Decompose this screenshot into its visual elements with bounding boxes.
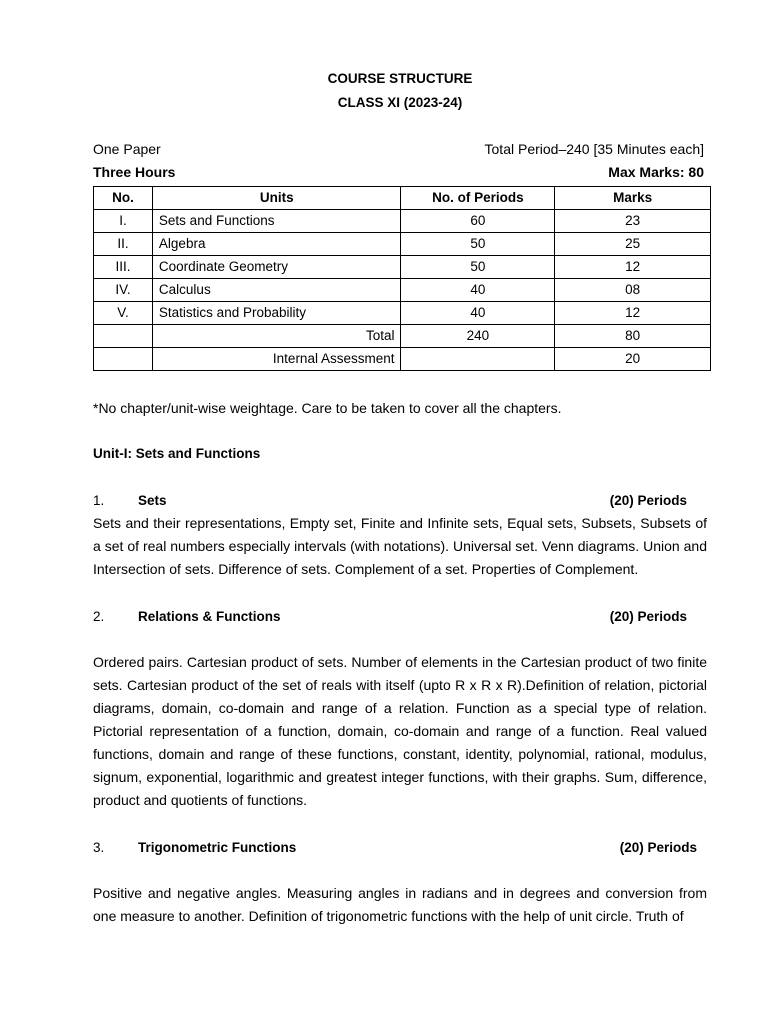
total-label: Total (152, 325, 401, 348)
table-row (94, 210, 711, 233)
unit-marks: 12 (555, 302, 711, 325)
topic-description: Ordered pairs. Cartesian product of sets. Number of elements in the Cartesian product of two finite sets. Cartesian product of the set of reals with itself (upto R x R x R).Definition of relation, pictorial diagrams, domain, co-domain and range of a relation. Function as a special type of relation. Pictorial representation of a function, domain, co-domain and range of a function. Real valued functions, domain and range of these functions, constant, identity, polynomial, rational, modulus, signum, exponential, logarithmic and greatest integer functions, with their graphs. Sum, difference, product and quotients of functions. (93, 654, 707, 808)
topic-number: 1. (93, 493, 105, 508)
column-header: Marks (555, 187, 711, 210)
page-title: COURSE STRUCTURE (327, 71, 473, 86)
unit-marks: 08 (555, 279, 711, 302)
unit-marks: 23 (555, 210, 711, 233)
total-row (94, 325, 711, 348)
internal-assessment-label: Internal Assessment (152, 348, 401, 371)
unit-name: Coordinate Geometry (152, 256, 401, 279)
unit-periods: 60 (401, 210, 555, 233)
unit-number: I. (94, 210, 153, 233)
unit-name: Statistics and Probability (152, 302, 401, 325)
max-marks-label: Max Marks: 80 (608, 164, 704, 180)
total-marks: 80 (555, 325, 711, 348)
paper-info-row (93, 141, 704, 157)
topic-description: Positive and negative angles. Measuring angles in radians and in degrees and conversion from one measure to another. Definition of trigonometric functions with the help of unit circle. Truth of (93, 885, 707, 924)
topic-name: Trigonometric Functions (138, 840, 297, 855)
unit-name: Calculus (152, 279, 401, 302)
duration-label: Three Hours (93, 164, 176, 180)
table-header-row (94, 187, 711, 210)
unit-number: II. (94, 233, 153, 256)
topic-name: Relations & Functions (138, 609, 281, 624)
topic-periods: (20) Periods (609, 609, 687, 624)
unit-marks: 12 (555, 256, 711, 279)
unit-number: IV. (94, 279, 153, 302)
internal-assessment-row (94, 348, 711, 371)
table-row (94, 302, 711, 325)
unit-periods: 40 (401, 302, 555, 325)
column-header: No. of Periods (401, 187, 555, 210)
column-header: Units (152, 187, 401, 210)
topic-number: 3. (93, 840, 105, 855)
unit-number: V. (94, 302, 153, 325)
topic-number: 2. (93, 609, 105, 624)
topic-periods: (20) Periods (619, 840, 697, 855)
page-subtitle: CLASS XI (2023-24) (337, 95, 463, 110)
internal-assessment-marks: 20 (555, 348, 711, 371)
topic-name: Sets (138, 493, 167, 508)
unit-name: Algebra (152, 233, 401, 256)
topic-periods: (20) Periods (609, 493, 687, 508)
unit-name: Sets and Functions (152, 210, 401, 233)
unit-periods: 40 (401, 279, 555, 302)
total-period-label: Total Period–240 [35 Minutes each] (484, 141, 704, 157)
total-periods: 240 (401, 325, 555, 348)
internal-assessment-periods (401, 348, 555, 371)
topic-description: Sets and their representations, Empty set, Finite and Infinite sets, Equal sets, Subsets, Subsets of a set of real numbers especially intervals (with notations). Universal set. Venn diagrams. Union and Intersection of sets. Difference of sets. Complement of a set. Properties of Complement. (93, 515, 707, 577)
course-structure-table (93, 186, 711, 371)
table-row (94, 256, 711, 279)
unit-periods: 50 (401, 233, 555, 256)
empty-cell (94, 348, 153, 371)
duration-row (93, 164, 704, 180)
table-row (94, 233, 711, 256)
empty-cell (94, 325, 153, 348)
paper-label: One Paper (93, 141, 161, 157)
unit-marks: 25 (555, 233, 711, 256)
weightage-note: *No chapter/unit-wise weightage. Care to be taken to cover all the chapters. (93, 400, 562, 416)
column-header: No. (94, 187, 153, 210)
unit-number: III. (94, 256, 153, 279)
unit-periods: 50 (401, 256, 555, 279)
table-row (94, 279, 711, 302)
unit-heading: Unit-I: Sets and Functions (93, 446, 261, 461)
